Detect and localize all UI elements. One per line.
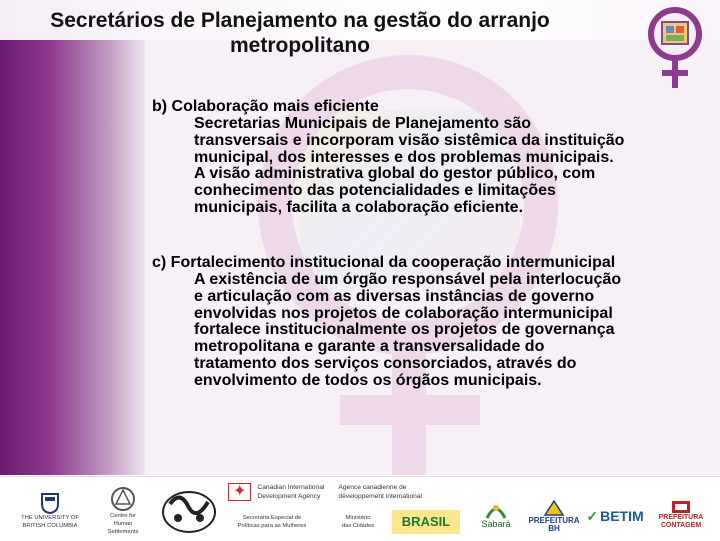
section-b-line: A visão administrativa global do gestor público, com: [194, 165, 596, 183]
betim-label: BETIM: [600, 508, 644, 524]
section-b-line: conhecimento das potencialidades e limitações: [194, 182, 556, 200]
section-c-line: metropolitana e garante a transversalidade do: [194, 338, 545, 356]
cida-logo: [228, 480, 473, 504]
cida-english-line-2: Development Agency: [257, 493, 321, 500]
centre-human-settlements-logo: [98, 484, 148, 538]
brasil-logo: BRASIL: [392, 510, 460, 534]
section-c: [152, 254, 692, 390]
contagem-emblem-icon: [671, 500, 691, 514]
sabara-logo: [470, 492, 522, 536]
ubc-line-2: BRITISH COLUMBIA: [22, 523, 78, 529]
sabara-label: Sabará: [481, 519, 511, 529]
section-c-line: envolvidas nos projetos de colaboração intermunicipal: [194, 304, 613, 322]
section-c-line: tratamento dos serviços consorciados, através do: [194, 354, 577, 372]
dancing-figures-logo-icon: [158, 484, 220, 536]
female-symbol-watermark-bar: [340, 395, 480, 425]
secretaria-line-2: Políticas para as Mulheres: [237, 523, 307, 529]
section-b-line: transversais e incorporam visão sistêmica da instituição: [194, 131, 625, 149]
section-b-heading: b) Colaboração mais eficiente: [152, 98, 379, 115]
betim-logo: [586, 496, 644, 536]
ministerio-line-1: Ministério: [345, 515, 371, 521]
ministerio-cidades-logo: [328, 510, 388, 534]
prefeitura-bh-logo: [522, 496, 586, 536]
left-decorative-strip: [0, 40, 145, 475]
cida-french-line-1: Agence canadienne de: [338, 484, 407, 491]
cida-french-line-2: développement international: [338, 493, 423, 500]
sabara-emblem-icon: [485, 500, 507, 520]
section-c-line: A existência de um órgão responsável pela interlocução: [194, 271, 622, 288]
section-b-body: [152, 116, 692, 217]
slide-title-line-2: metropolitano: [230, 34, 370, 57]
contagem-label: PREFEITURA CONTAGEM: [658, 514, 704, 529]
slide-title: [0, 8, 600, 58]
section-b-line: municipal, dos interesses e dos problemas municipais.: [194, 148, 614, 166]
ministerio-line-2: das Cidades: [341, 523, 375, 529]
secretaria-line-1: Secretaria Especial de: [242, 515, 302, 521]
centre-line-1: Centre for: [110, 513, 136, 519]
section-c-line: e articulação com as diversas instâncias de governo: [194, 287, 595, 305]
secretaria-mulheres-logo: [222, 510, 322, 534]
section-b-line: municipais, facilita a colaboração eficiente.: [194, 198, 524, 216]
cida-english-line-1: Canadian International: [257, 484, 325, 491]
female-symbol-logo-icon: [640, 4, 710, 94]
prefeitura-bh-label: PREFEITURA BH: [528, 516, 580, 533]
section-c-body: [152, 272, 692, 390]
section-b: [152, 98, 692, 217]
centre-emblem-icon: [110, 486, 136, 512]
prefeitura-contagem-logo: [648, 494, 714, 536]
slide-title-line-1: Secretários de Planejamento na gestão do arranjo: [50, 9, 550, 32]
ubc-crest-icon: [40, 492, 60, 514]
section-c-heading: c) Fortalecimento institucional da cooperação intermunicipal: [152, 254, 616, 271]
centre-line-2: Human Settlements: [107, 521, 139, 535]
ubc-logo: [10, 484, 90, 538]
section-c-line: fortalece institucionalmente os projetos de governança: [194, 321, 615, 339]
section-c-line: envolvimento de todos os órgãos municipais.: [194, 371, 542, 389]
bh-emblem-icon: [543, 499, 565, 517]
canada-flag-icon: ✦: [228, 483, 251, 501]
betim-swoosh-icon: ✓: [586, 508, 599, 524]
ubc-line-1: THE UNIVERSITY OF: [21, 515, 79, 521]
section-b-line: Secretarias Municipais de Planejamento são: [194, 115, 532, 132]
